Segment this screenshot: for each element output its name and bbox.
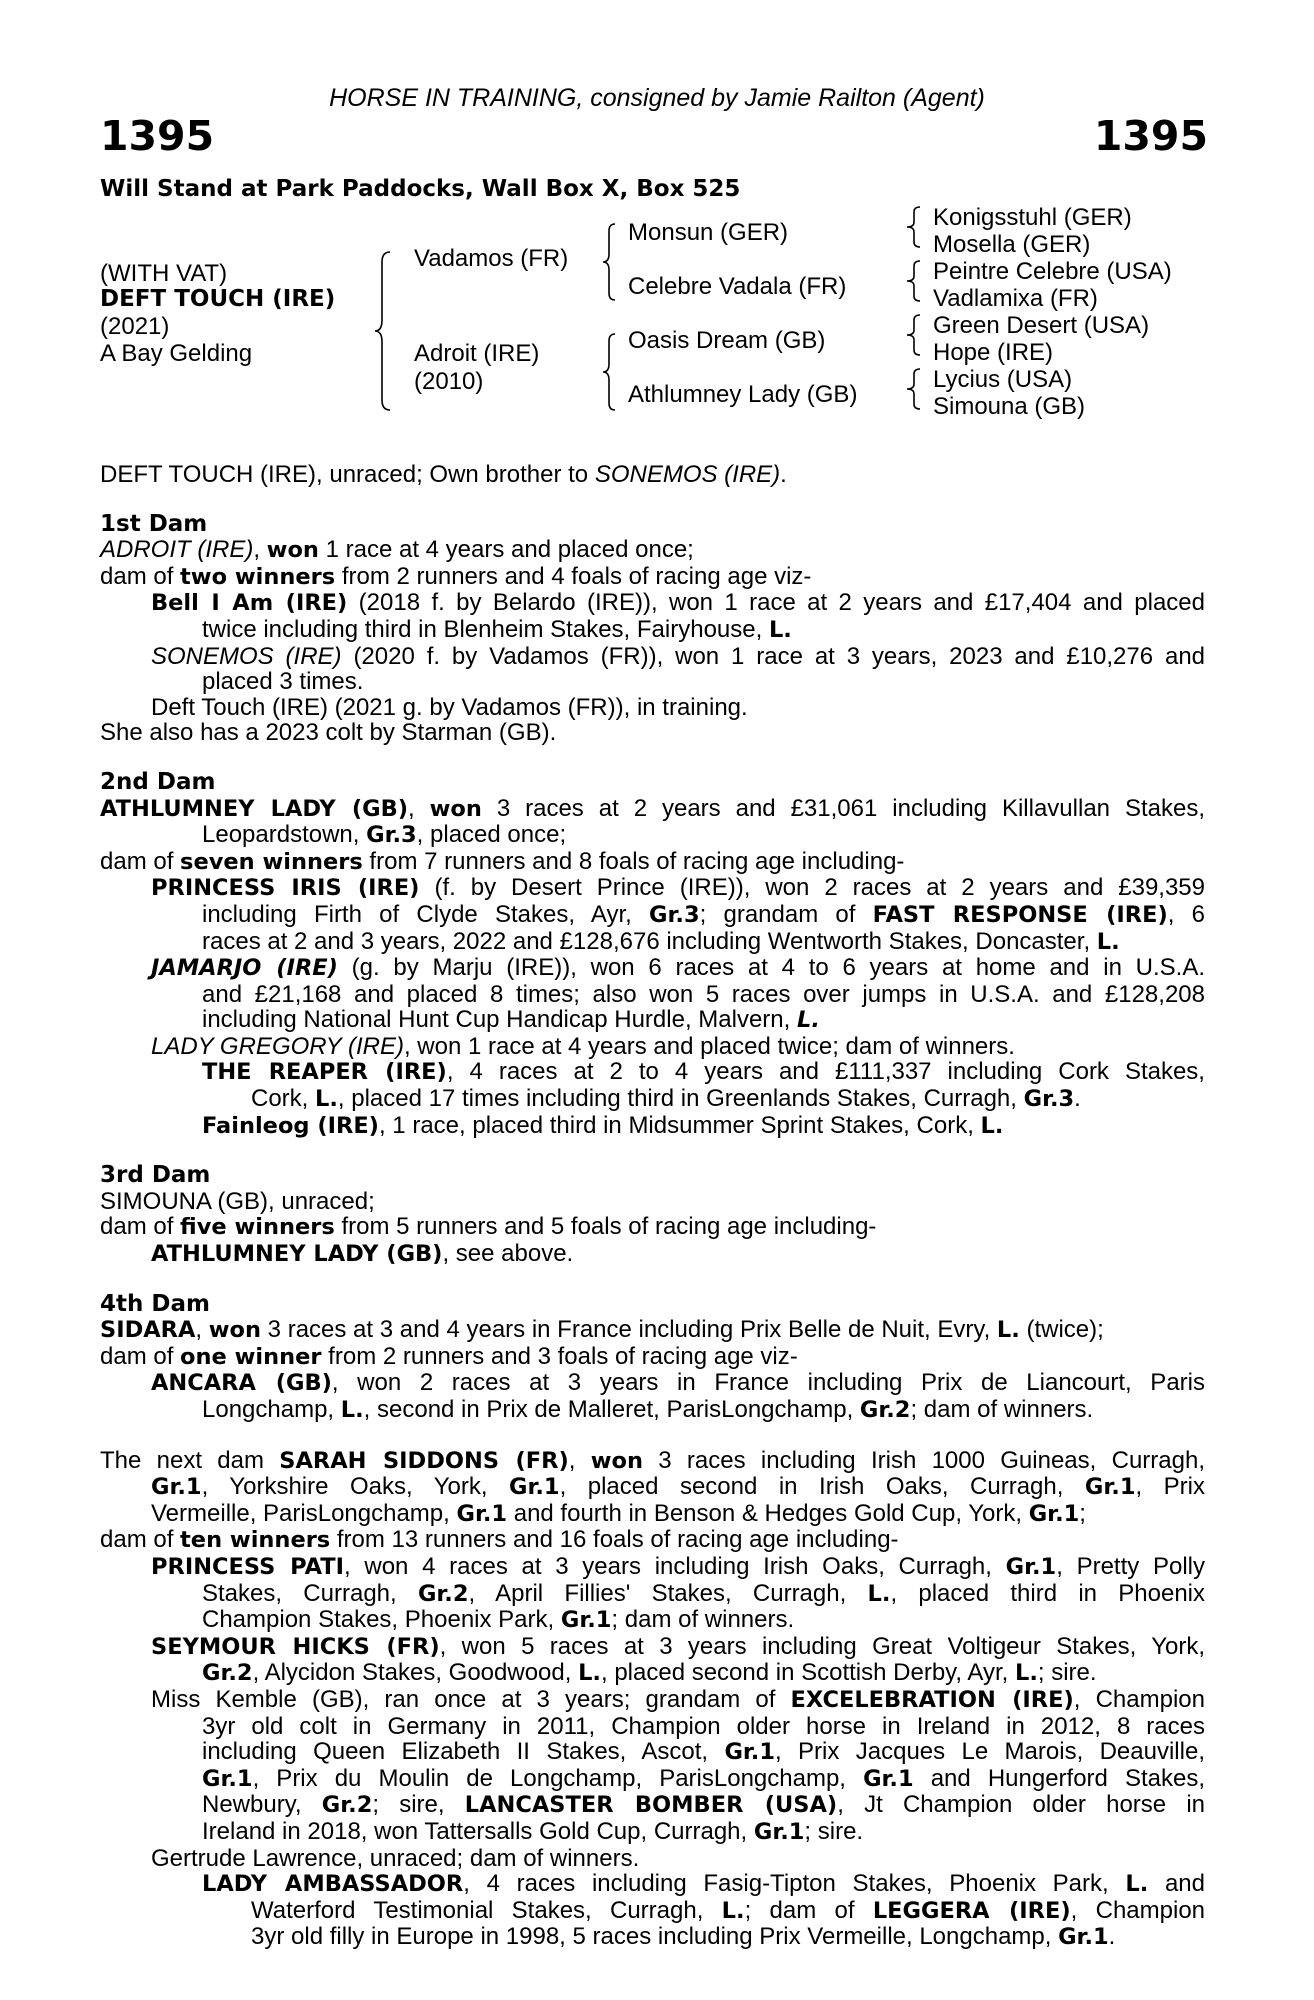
gen3-dam-sire: Oasis Dream (GB) <box>628 327 826 354</box>
dam3-line: ATHLUMNEY LADY (GB), see above. <box>151 1240 574 1268</box>
next-dam-line: Ireland in 2018, won Tattersalls Gold Cup, Curragh, Gr.1; sire. <box>202 1817 864 1845</box>
dam2-line: dam of seven winners from 7 runners and 8 foals of racing age including- <box>100 847 905 875</box>
gen4-8: Simouna (GB) <box>933 393 1086 420</box>
dam2-line: ATHLUMNEY LADY (GB), won 3 races at 2 years and £31,061 including Killavullan Stakes, <box>100 794 1205 822</box>
next-dam-line: Newbury, Gr.2; sire, LANCASTER BOMBER (USA), Jt Champion older horse in <box>202 1791 1206 1819</box>
stand-location: Will Stand at Park Paddocks, Wall Box X, Box 525 <box>100 176 741 202</box>
lot-number-left: 1395 <box>100 112 215 160</box>
next-dam-line: including Queen Elizabeth II Stakes, Ascot, Gr.1, Prix Jacques Le Marois, Deauville, <box>202 1738 1205 1766</box>
dam2-line: Leopardstown, Gr.3, placed once; <box>202 821 567 849</box>
next-dam-line: LADY AMBASSADOR, 4 races including Fasig-Tipton Stakes, Phoenix Park, L. and <box>202 1870 1205 1898</box>
next-dam-line: Gr.1, Yorkshire Oaks, York, Gr.1, placed second in Irish Oaks, Curragh, Gr.1, Prix <box>151 1473 1205 1501</box>
gen4-6: Hope (IRE) <box>933 339 1054 366</box>
dam2-line: Fainleog (IRE), 1 race, placed third in Midsummer Sprint Stakes, Cork, L. <box>202 1111 1004 1139</box>
dam4-line: ANCARA (GB), won 2 races at 3 years in France including Prix de Liancourt, Paris <box>151 1369 1205 1397</box>
gen3-sire-sire: Monsun (GER) <box>628 219 789 246</box>
dam4-line: Longchamp, L., second in Prix de Malleret, ParisLongchamp, Gr.2; dam of winners. <box>202 1396 1094 1423</box>
dam2-line: THE REAPER (IRE), 4 races at 2 to 4 years and £111,337 including Cork Stakes, <box>202 1058 1205 1086</box>
next-dam-line: Stakes, Curragh, Gr.2, April Fillies' Stakes, Curragh, L., placed third in Phoenix <box>202 1579 1205 1607</box>
dam2-line: LADY GREGORY (IRE), won 1 race at 4 years and placed twice; dam of winners. <box>151 1032 1015 1060</box>
lot-number-right: 1395 <box>1093 112 1208 160</box>
dam2-line: including National Hunt Cup Handicap Hurdle, Malvern, L. <box>202 1006 820 1034</box>
brace-sire <box>600 222 618 302</box>
dam1-line: Deft Touch (IRE) (2021 g. by Vadamos (FR)), in training. <box>151 693 748 721</box>
next-dam-line: Miss Kemble (GB), ran once at 3 years; grandam of EXCELEBRATION (IRE), Champion <box>151 1685 1205 1713</box>
intro-line: DEFT TOUCH (IRE), unraced; Own brother to SONEMOS (IRE). <box>100 461 787 488</box>
gen4-7: Lycius (USA) <box>933 366 1073 393</box>
brace-g4-3 <box>904 313 924 357</box>
horse-description: A Bay Gelding <box>100 340 253 367</box>
brace-gen1 <box>372 250 394 412</box>
dam2-line: including Firth of Clyde Stakes, Ayr, Gr.3; grandam of FAST RESPONSE (IRE), 6 <box>202 900 1205 928</box>
sire-name: Vadamos (FR) <box>414 245 569 272</box>
dam1-line: twice including third in Blenheim Stakes, Fairyhouse, L. <box>202 615 792 643</box>
dam-year: (2010) <box>414 368 484 395</box>
brace-g4-2 <box>904 259 924 303</box>
next-dam-line: dam of ten winners from 13 runners and 16 foals of racing age including- <box>100 1526 899 1554</box>
next-dam-line: 3yr old filly in Europe in 1998, 5 races including Prix Vermeille, Longchamp, Gr.1. <box>251 1923 1116 1951</box>
brace-g4-1 <box>904 205 924 249</box>
next-dam-line: Vermeille, ParisLongchamp, Gr.1 and fourth in Benson & Hedges Gold Cup, York, Gr.1; <box>151 1499 1086 1527</box>
gen3-sire-dam: Celebre Vadala (FR) <box>628 273 847 300</box>
dam1-line: She also has a 2023 colt by Starman (GB). <box>100 719 557 747</box>
first-dam-heading: 1st Dam <box>100 510 208 537</box>
horse-year: (2021) <box>100 313 170 340</box>
dam4-line: SIDARA, won 3 races at 3 and 4 years in France including Prix Belle de Nuit, Evry, L. (twice); <box>100 1316 1104 1344</box>
brace-dam <box>600 332 618 412</box>
third-dam-heading: 3rd Dam <box>100 1162 211 1189</box>
catalogue-body <box>100 462 1205 1951</box>
brace-g4-4 <box>904 367 924 411</box>
gen4-4: Vadlamixa (FR) <box>933 285 1098 312</box>
dam2-line: and £21,168 and placed 8 times; also won 5 races over jumps in U.S.A. and £128,208 <box>202 980 1205 1008</box>
horse-name: DEFT TOUCH (IRE) <box>100 286 336 312</box>
dam1-line: SONEMOS (IRE) (2020 f. by Vadamos (FR)), won 1 race at 3 years, 2023 and £10,276 and <box>151 642 1206 670</box>
dam1-line: placed 3 times. <box>202 668 364 696</box>
next-dam-line: Gr.2, Alycidon Stakes, Goodwood, L., placed second in Scottish Derby, Ayr, L.; sire. <box>202 1659 1097 1687</box>
dam4-line: dam of one winner from 2 runners and 3 foals of racing age viz- <box>100 1342 798 1370</box>
next-dam-line: The next dam SARAH SIDDONS (FR), won 3 races including Irish 1000 Guineas, Curragh, <box>100 1446 1205 1474</box>
dam1-line: dam of two winners from 2 runners and 4 foals of racing age viz- <box>100 562 812 590</box>
fourth-dam-heading: 4th Dam <box>100 1290 210 1317</box>
consignment-line: HORSE IN TRAINING, consigned by Jamie Railton (Agent) <box>329 84 985 112</box>
dam1-line: ADROIT (IRE), won 1 race at 4 years and placed once; <box>100 536 694 564</box>
dam-name: Adroit (IRE) <box>414 340 540 367</box>
vat-note: (WITH VAT) <box>100 260 228 287</box>
next-dam-line: SEYMOUR HICKS (FR), won 5 races at 3 years including Great Voltigeur Stakes, York, <box>151 1632 1206 1660</box>
dam2-line: Cork, L., placed 17 times including third in Greenlands Stakes, Curragh, Gr.3. <box>251 1085 1081 1113</box>
next-dam-line: PRINCESS PATI, won 4 races at 3 years including Irish Oaks, Curragh, Gr.1, Pretty Polly <box>151 1552 1205 1580</box>
gen4-3: Peintre Celebre (USA) <box>933 258 1172 285</box>
dam1-line: Bell I Am (IRE) (2018 f. by Belardo (IRE)), won 1 race at 2 years and £17,404 and placed <box>151 589 1205 617</box>
second-dam-heading: 2nd Dam <box>100 768 216 795</box>
gen4-5: Green Desert (USA) <box>933 312 1150 339</box>
gen4-1: Konigsstuhl (GER) <box>933 204 1132 231</box>
next-dam-line: Champion Stakes, Phoenix Park, Gr.1; dam of winners. <box>202 1606 795 1634</box>
dam2-line: JAMARJO (IRE) (g. by Marju (IRE)), won 6 races at 4 to 6 years at home and in U.S.A. <box>151 954 1205 982</box>
gen4-2: Mosella (GER) <box>933 231 1091 258</box>
dam3-line: dam of five winners from 5 runners and 5 foals of racing age including- <box>100 1213 877 1241</box>
next-dam-line: Waterford Testimonial Stakes, Curragh, L.; dam of LEGGERA (IRE), Champion <box>251 1896 1206 1924</box>
gen3-dam-dam: Athlumney Lady (GB) <box>628 381 858 408</box>
dam2-line: PRINCESS IRIS (IRE) (f. by Desert Prince (IRE)), won 2 races at 2 years and £39,359 <box>151 874 1206 902</box>
dam2-line: races at 2 and 3 years, 2022 and £128,676 including Wentworth Stakes, Doncaster, L. <box>202 927 1120 955</box>
next-dam-line: Gertrude Lawrence, unraced; dam of winners. <box>151 1844 640 1872</box>
next-dam-line: 3yr old colt in Germany in 2011, Champion older horse in Ireland in 2012, 8 races <box>202 1712 1205 1740</box>
next-dam-line: Gr.1, Prix du Moulin de Longchamp, ParisLongchamp, Gr.1 and Hungerford Stakes, <box>202 1764 1206 1792</box>
dam3-line: SIMOUNA (GB), unraced; <box>100 1187 375 1215</box>
